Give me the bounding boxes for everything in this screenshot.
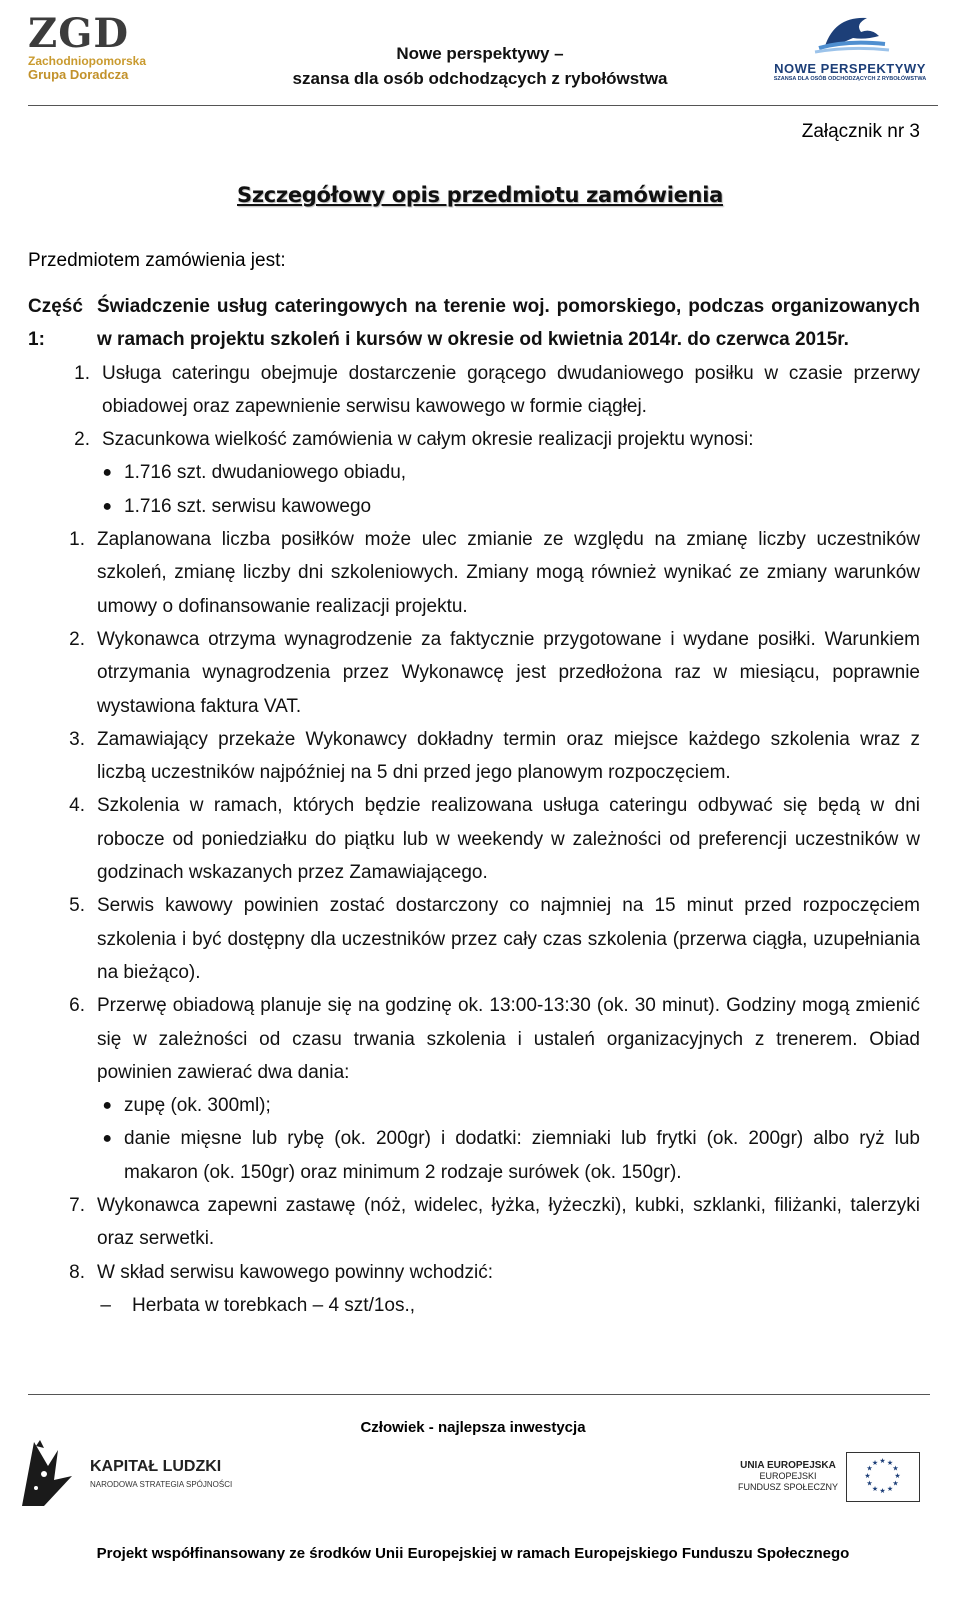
svg-text:★: ★ — [866, 1464, 873, 1473]
bullet-icon: ● — [102, 1130, 112, 1148]
list-item-number: 3. — [69, 728, 85, 750]
bullet-icon: ● — [102, 1097, 112, 1115]
list-item-text: Szkolenia w ramach, których będzie realizowana usługa cateringu odbywać się będą w dni robocze od poniedziałku do piątku lub w weekendy w zależności od preferencji uczestników w godzinach wskazanych przez Zamawiającego. — [97, 795, 920, 884]
svg-text:★: ★ — [886, 1485, 894, 1493]
svg-text:★: ★ — [866, 1479, 873, 1488]
bullet-text: zupę (ok. 300ml); — [124, 1095, 271, 1117]
eu-label-line1: UNIA EUROPEJSKA — [740, 1460, 836, 1471]
list-item-text: Usługa cateringu obejmuje dostarczenie gorącego dwudaniowego posiłku w czasie przerwy obiadowej oraz zapewnienie serwisu kawowego w formie ciągłej. — [102, 362, 920, 417]
list-item-number: 1. — [74, 362, 90, 384]
part-label: Część 1: — [28, 296, 83, 351]
svg-text:★: ★ — [886, 1459, 894, 1467]
page-header — [0, 0, 960, 110]
svg-text:★: ★ — [879, 1487, 886, 1495]
kapital-ludzki-logo — [14, 1436, 244, 1508]
kapital-ludzki-emblem-icon — [14, 1436, 80, 1508]
list-item-number: 6. — [69, 995, 85, 1017]
svg-text:★: ★ — [879, 1457, 886, 1465]
np-logo-tagline: SZANSA DLA OSÓB ODCHODZĄCYCH Z RYBOŁÓWSTWA — [773, 76, 927, 82]
dash-icon: – — [100, 1294, 132, 1316]
document-body — [28, 290, 920, 1322]
list-item-number: 4. — [69, 795, 85, 817]
list-item-text: Zaplanowana liczba posiłków może ulec zmianie ze względu na zmianę liczby uczestników szkoleń, zmianę liczby dni szkoleniowych. Zmiany mogą również wynikać ze zmiany warunków umowy o dofinansowanie realizacji projektu. — [97, 529, 920, 617]
annex-label: Załącznik nr 3 — [801, 121, 920, 142]
cofinancing-note: Projekt współfinansowany ze środków Unii Europejskiej w ramach Europejskiego Funduszu Społecznego — [96, 1545, 850, 1562]
eu-label-line2: EUROPEJSKI — [759, 1471, 817, 1481]
list-item — [28, 723, 920, 790]
list-item-text: W skład serwisu kawowego powinny wchodzić: — [97, 1261, 493, 1283]
list-item-text: Wykonawca zapewni zastawę (nóż, widelec, łyżka, łyżeczki), kubki, szklanki, filiżanki, talerzyki oraz serwetki. — [97, 1195, 920, 1250]
list-item — [28, 357, 920, 424]
zgd-logo-line1: Zachodniopomorska — [28, 54, 147, 68]
list-item-text: Zamawiający przekaże Wykonawcy dokładny termin oraz miejsce każdego szkolenia wraz z liczbą uczestników najpóźniej na 5 dni przed jego planowym rozpoczęciem. — [97, 728, 920, 784]
bullet-icon: ● — [102, 497, 112, 515]
list-item — [28, 1189, 920, 1256]
list-item-number: 5. — [69, 895, 85, 917]
bullet-icon: ● — [102, 464, 112, 482]
np-logo-name: NOWE PERSPEKTYWY — [774, 61, 926, 76]
eu-flag-icon — [846, 1452, 920, 1502]
intro-text: Przedmiotem zamówienia jest: — [28, 250, 286, 271]
kapital-ludzki-name: KAPITAŁ LUDZKI — [90, 1458, 222, 1475]
svg-text:★: ★ — [871, 1485, 879, 1493]
part-heading — [28, 290, 920, 357]
bullet-item — [28, 1122, 920, 1189]
dash-item — [28, 1289, 920, 1322]
bullet-text: danie mięsne lub rybę (ok. 200gr) i dodatki: ziemniaki lub frytki (ok. 200gr) albo ryż lub makaron (ok. 150gr) oraz minimum 2 rodzaje surówek (ok. 150gr). — [124, 1128, 920, 1183]
list-item-text: Szacunkowa wielkość zamówienia w całym okresie realizacji projektu wynosi: — [102, 429, 754, 451]
fish-icon — [805, 10, 895, 54]
list-item-text: Wykonawca otrzyma wynagrodzenie za faktycznie przygotowane i wydane posiłki. Warunkiem otrzymania wynagrodzenia przez Wykonawcę jest przedłożona raz w miesiącu, poprawnie wystawiona faktura VAT. — [97, 628, 920, 717]
svg-text:★: ★ — [864, 1472, 871, 1480]
svg-text:★: ★ — [871, 1459, 879, 1467]
list-item — [28, 423, 920, 456]
list-item-number: 2. — [69, 628, 85, 650]
zgd-logo — [28, 10, 178, 94]
list-item — [28, 623, 920, 723]
list-item-number: 1. — [69, 529, 85, 551]
list-item — [28, 1256, 920, 1289]
bullet-item — [28, 1089, 920, 1122]
list-item-number: 2. — [74, 429, 90, 451]
bullet-text: 1.716 szt. serwisu kawowego — [124, 495, 372, 517]
list-item-number: 8. — [69, 1261, 85, 1283]
svg-text:★: ★ — [894, 1472, 901, 1480]
header-title-line1: Nowe perspektywy – — [396, 44, 564, 63]
nowe-perspektywy-logo — [762, 10, 938, 92]
eu-stars-icon — [847, 1453, 918, 1500]
list-item-text: Przerwę obiadową planuje się na godzinę ok. 13:00-13:30 (ok. 30 minut). Godziny mogą zmienić się w zależności od czasu trwania szkolenia i ustaleń organizacyjnych z trenerem. Obiad powinien zawierać dwa dania: — [97, 995, 920, 1083]
svg-text:★: ★ — [892, 1464, 899, 1473]
bullet-item — [28, 490, 920, 523]
list-item — [28, 989, 920, 1089]
kapital-ludzki-subtitle: NARODOWA STRATEGIA SPÓJNOŚCI — [90, 1480, 233, 1489]
bullet-text: 1.716 szt. dwudaniowego obiadu, — [124, 462, 407, 484]
header-title-line2: szansa dla osób odchodzących z rybołówstwa — [292, 69, 668, 88]
bullet-item — [28, 456, 920, 489]
list-item-number: 7. — [69, 1195, 85, 1217]
dash-text: Herbata w torebkach – 4 szt/1os., — [132, 1294, 416, 1316]
part-text: Świadczenie usług cateringowych na terenie woj. pomorskiego, podczas organizowanych w ramach projektu szkoleń i kursów w okresie od kwietnia 2014r. do czerwca 2015r. — [97, 296, 920, 351]
eu-label-line3: FUNDUSZ SPOŁECZNY — [737, 1482, 838, 1492]
header-project-title — [260, 41, 700, 91]
eu-fund-label — [736, 1460, 840, 1493]
list-item — [28, 789, 920, 889]
header-divider — [28, 105, 938, 106]
footer-divider — [28, 1394, 930, 1395]
list-item — [28, 889, 920, 989]
zgd-logo-mark: ZGD — [28, 10, 130, 57]
zgd-logo-line2: Grupa Doradcza — [28, 67, 129, 82]
list-item — [28, 523, 920, 623]
footer-tagline: Człowiek - najlepsza inwestycja — [360, 1419, 586, 1436]
list-item-text: Serwis kawowy powinien zostać dostarczony co najmniej na 15 minut przed rozpoczęciem szkolenia i być dostępny dla uczestników przez cały czas szkolenia (przerwa ciągła, uzupełniania na bieżąco). — [97, 895, 920, 983]
page-title: Szczegółowy opis przedmiotu zamówienia — [237, 183, 723, 207]
svg-text:★: ★ — [892, 1479, 899, 1488]
